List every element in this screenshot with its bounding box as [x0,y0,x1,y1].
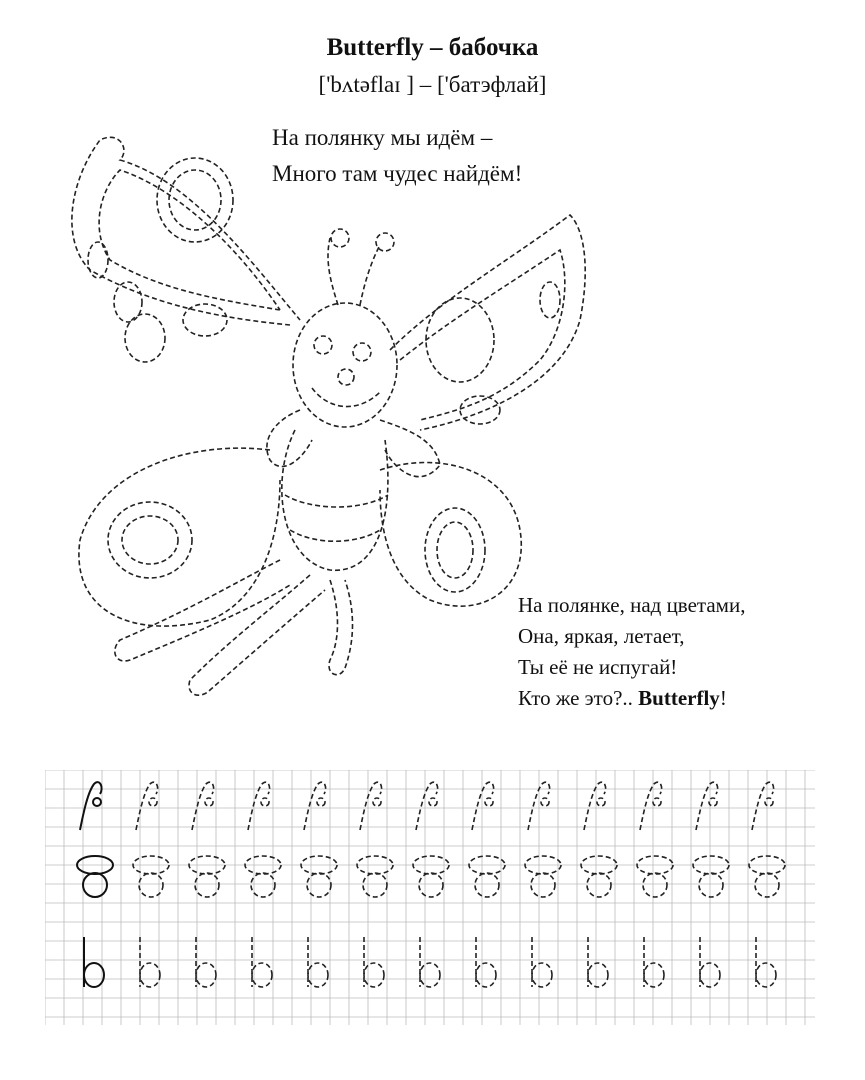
trace-two-ovals-11 [693,856,729,897]
trace-two-ovals-7 [469,856,505,897]
trace-two-ovals-8 [525,856,561,897]
poem-bottom-line-4 [518,683,745,714]
trace-b-12 [756,937,776,987]
trace-b-5 [364,937,384,987]
trace-b-7 [476,937,496,987]
trace-two-ovals-5 [357,856,393,897]
poem-bottom-line-2: Она, яркая, летает, [518,624,685,648]
trace-b-6 [420,937,440,987]
transcription: ['bʌtəflaɪ ] – ['батэфлай] [318,72,547,97]
trace-b-8 [532,937,552,987]
trace-b-1 [140,937,160,987]
trace-b-10 [644,937,664,987]
poem-bottom-line-4-bold: Butterfly [638,686,720,710]
poem-bottom-line-4-prefix: Кто же это?.. [518,686,639,710]
trace-b-2 [196,937,216,987]
worksheet-title: Butterfly – бабочка [326,34,539,61]
trace-b-9 [588,937,608,987]
trace-two-ovals-2 [189,856,225,897]
trace-b-3 [252,937,272,987]
poem-bottom-line-4-suffix: ! [719,686,727,710]
poem-bottom-line-1: На полянке, над цветами, [518,593,746,617]
handwriting-practice-grid [45,770,815,1025]
model-two-ovals-0 [77,856,113,897]
trace-two-ovals-3 [245,856,281,897]
trace-two-ovals-9 [581,856,617,897]
trace-two-ovals-1 [133,856,169,897]
poem-bottom-line-3: Ты её не испугай! [518,655,678,679]
trace-two-ovals-4 [301,856,337,897]
poem-bottom [518,590,745,714]
poem-top-line-1: На полянку мы идём – [272,125,493,150]
poem-top-line-2: Много там чудес найдём! [272,161,523,186]
model-b-0 [84,937,104,987]
trace-two-ovals-10 [637,856,673,897]
